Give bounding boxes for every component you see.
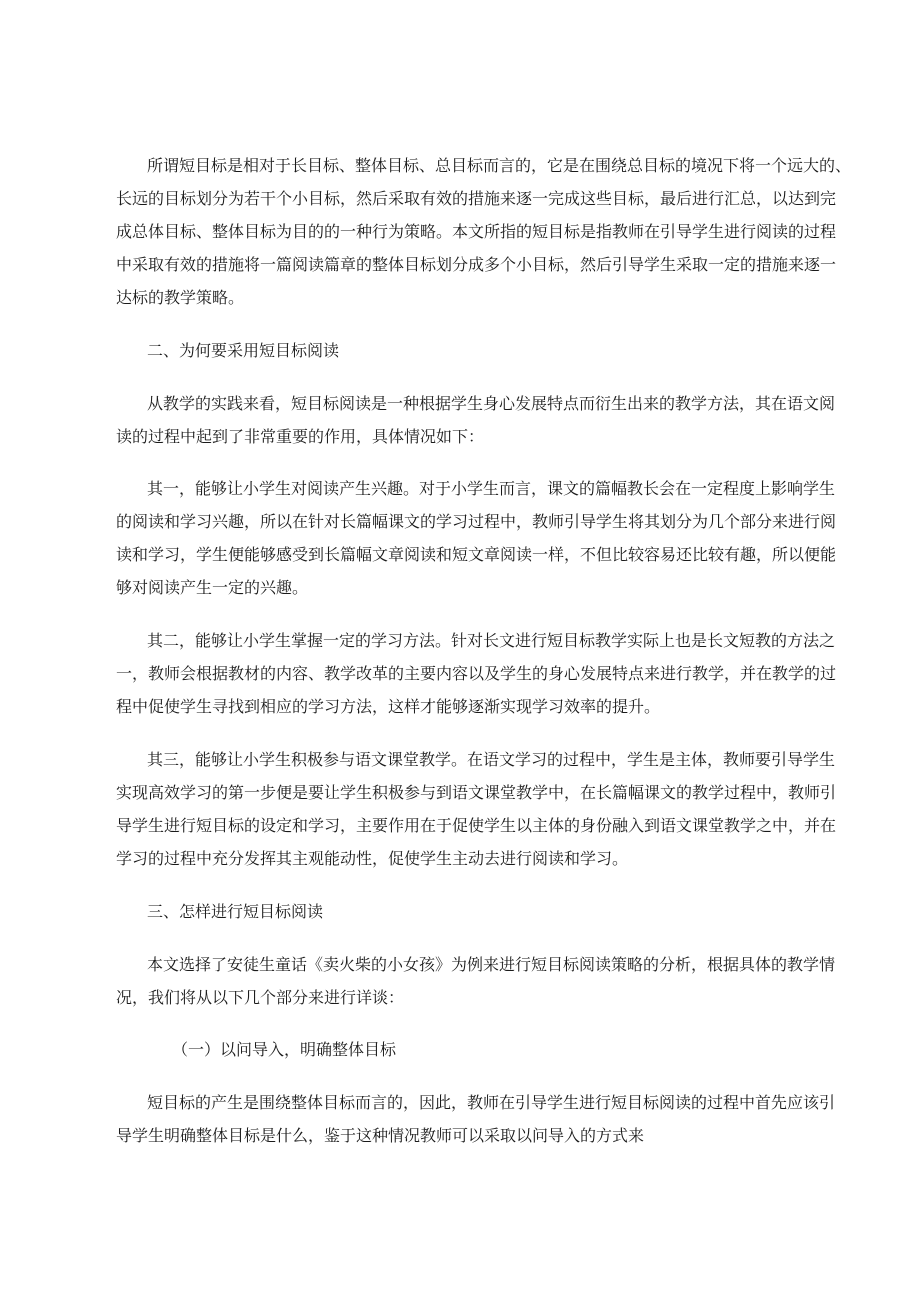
paragraph-4-line-3: 程中促使学生寻找到相应的学习方法，这样才能够逐渐实现学习效率的提升。: [116, 697, 661, 716]
paragraph-6-line-2: 况，我们将从以下几个部分来进行详谈：: [116, 988, 405, 1007]
paragraph-2-line-1: 从教学的实践来看，短目标阅读是一种根据学生身心发展特点而衍生出来的教学方法，其在语文阅: [147, 394, 836, 413]
paragraph-3-line-3: 读和学习，学生便能够感受到长篇幅文章阅读和短文章阅读一样，不但比较容易还比较有趣，所以便能: [116, 545, 837, 564]
paragraph-5-line-3: 导学生进行短目标的设定和学习，主要作用在于促使学生以主体的身份融入到语文课堂教学之中，并在: [116, 816, 837, 835]
paragraph-3-line-1: 其一，能够让小学生对阅读产生兴趣。对于小学生而言，课文的篇幅教长会在一定程度上影响学生: [147, 479, 836, 498]
paragraph-2-line-2: 读的过程中起到了非常重要的作用，具体情况如下：: [116, 427, 485, 446]
paragraph-1-line-4: 中采取有效的措施将一篇阅读篇章的整体目标划分成多个小目标，然后引导学生采取一定的措施来逐一: [116, 255, 837, 274]
paragraph-4-line-1: 其二，能够让小学生掌握一定的学习方法。针对长文进行短目标教学实际上也是长文短教的方法之: [147, 631, 836, 650]
paragraph-1-line-1: 所谓短目标是相对于长目标、整体目标、总目标而言的，它是在围绕总目标的境况下将一个远大的、: [147, 156, 852, 175]
subsection-heading-1: （一）以问导入，明确整体目标: [172, 1040, 397, 1059]
paragraph-6-line-1: 本文选择了安徒生童话《卖火柴的小女孩》为例来进行短目标阅读策略的分析，根据具体的教学情: [147, 955, 836, 974]
paragraph-3-line-4: 够对阅读产生一定的兴趣。: [116, 578, 309, 597]
paragraph-3-line-2: 的阅读和学习兴趣，所以在针对长篇幅课文的学习过程中，教师引导学生将其划分为几个部分来进行阅: [116, 512, 837, 531]
paragraph-1-line-5: 达标的教学策略。: [116, 288, 245, 307]
paragraph-1-line-3: 成总体目标、整体目标为目的的一种行为策略。本文所指的短目标是指教师在引导学生进行阅读的过程: [116, 222, 837, 241]
paragraph-5-line-2: 实现高效学习的第一步便是要让学生积极参与到语文课堂教学中，在长篇幅课文的教学过程中，教师引: [116, 783, 837, 802]
paragraph-5-line-4: 学习的过程中充分发挥其主观能动性，促使学生主动去进行阅读和学习。: [116, 849, 629, 868]
section-heading-2: 二、为何要采用短目标阅读: [147, 341, 340, 360]
paragraph-7-line-1: 短目标的产生是围绕整体目标而言的，因此，教师在引导学生进行短目标阅读的过程中首先应该引: [147, 1093, 836, 1112]
paragraph-7-line-2: 导学生明确整体目标是什么，鉴于这种情况教师可以采取以问导入的方式来: [116, 1126, 645, 1145]
paragraph-5-line-1: 其三，能够让小学生积极参与语文课堂教学。在语文学习的过程中，学生是主体，教师要引导学生: [147, 750, 836, 769]
paragraph-4-line-2: 一，教师会根据教材的内容、教学改革的主要内容以及学生的身心发展特点来进行教学，并在教学的过: [116, 664, 837, 683]
paragraph-1-line-2: 长远的目标划分为若干个小目标，然后采取有效的措施来逐一完成这些目标，最后进行汇总，以达到完: [116, 189, 837, 208]
section-heading-3: 三、怎样进行短目标阅读: [147, 902, 324, 921]
